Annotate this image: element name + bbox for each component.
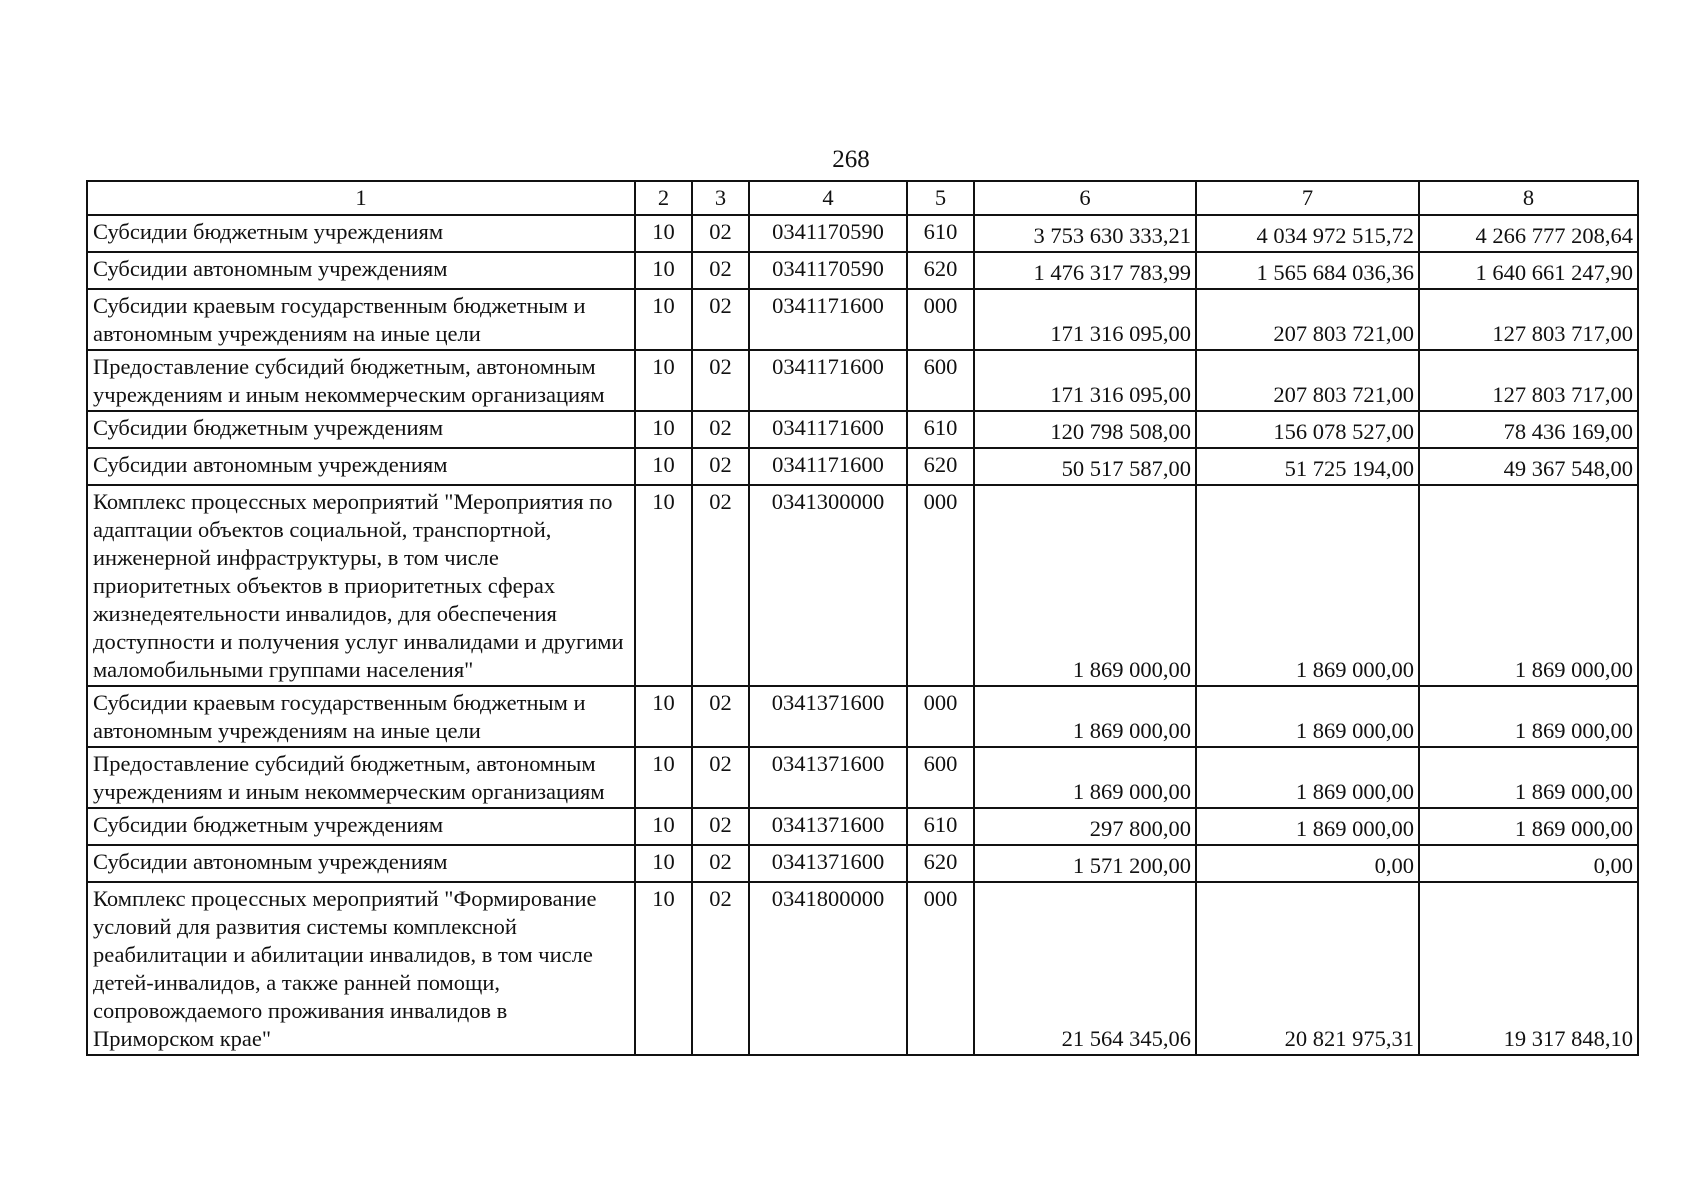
section-code-cell: 10: [635, 747, 692, 808]
amount-cell-7: 51 725 194,00: [1196, 448, 1419, 485]
column-header: 7: [1196, 181, 1419, 215]
target-article-cell: 0341171600: [749, 411, 907, 448]
amount-cell-6: 171 316 095,00: [974, 350, 1196, 411]
amount-cell-8: 1 869 000,00: [1419, 686, 1638, 747]
target-article-cell: 0341171600: [749, 448, 907, 485]
header-row: [87, 181, 1638, 215]
amount-cell-6: 1 476 317 783,99: [974, 252, 1196, 289]
subsection-code-cell: 02: [692, 882, 749, 1055]
expense-name-cell: Субсидии автономным учреждениям: [87, 252, 635, 289]
expense-name-cell: Субсидии автономным учреждениям: [87, 845, 635, 882]
table-row: [87, 747, 1638, 808]
expense-type-cell: 600: [907, 747, 974, 808]
amount-cell-7: 1 565 684 036,36: [1196, 252, 1419, 289]
target-article-cell: 0341371600: [749, 845, 907, 882]
expense-name-cell: Субсидии краевым государственным бюджетным и автономным учреждениям на иные цели: [87, 686, 635, 747]
amount-cell-6: 297 800,00: [974, 808, 1196, 845]
amount-cell-6: 1 571 200,00: [974, 845, 1196, 882]
amount-cell-6: 171 316 095,00: [974, 289, 1196, 350]
amount-cell-6: 3 753 630 333,21: [974, 215, 1196, 252]
amount-cell-6: 50 517 587,00: [974, 448, 1196, 485]
amount-cell-7: 207 803 721,00: [1196, 289, 1419, 350]
section-code-cell: 10: [635, 411, 692, 448]
target-article-cell: 0341371600: [749, 686, 907, 747]
expense-name-cell: Комплекс процессных мероприятий "Мероприятия по адаптации объектов социальной, транспортной, инженерной инфраструктуры, в том числе приоритетных объектов в приоритетных сферах жизнедеятельности инвалидов, для обеспечения доступности и получения услуг инвалидами и другими маломобильными группами населения": [87, 485, 635, 686]
amount-cell-7: 1 869 000,00: [1196, 686, 1419, 747]
subsection-code-cell: 02: [692, 808, 749, 845]
target-article-cell: 0341300000: [749, 485, 907, 686]
column-header: 5: [907, 181, 974, 215]
section-code-cell: 10: [635, 485, 692, 686]
section-code-cell: 10: [635, 808, 692, 845]
section-code-cell: 10: [635, 215, 692, 252]
column-header: 1: [87, 181, 635, 215]
expense-name-cell: Субсидии бюджетным учреждениям: [87, 808, 635, 845]
expense-name-cell: Субсидии автономным учреждениям: [87, 448, 635, 485]
target-article-cell: 0341171600: [749, 350, 907, 411]
table-row: [87, 215, 1638, 252]
subsection-code-cell: 02: [692, 215, 749, 252]
subsection-code-cell: 02: [692, 747, 749, 808]
expense-type-cell: 600: [907, 350, 974, 411]
expense-name-cell: Субсидии краевым государственным бюджетным и автономным учреждениям на иные цели: [87, 289, 635, 350]
expense-type-cell: 620: [907, 252, 974, 289]
table-row: [87, 845, 1638, 882]
section-code-cell: 10: [635, 686, 692, 747]
amount-cell-6: 21 564 345,06: [974, 882, 1196, 1055]
amount-cell-8: 19 317 848,10: [1419, 882, 1638, 1055]
section-code-cell: 10: [635, 882, 692, 1055]
column-header: 4: [749, 181, 907, 215]
amount-cell-7: 4 034 972 515,72: [1196, 215, 1419, 252]
table-row: [87, 350, 1638, 411]
amount-cell-6: 120 798 508,00: [974, 411, 1196, 448]
expense-type-cell: 610: [907, 215, 974, 252]
subsection-code-cell: 02: [692, 448, 749, 485]
expense-name-cell: Субсидии бюджетным учреждениям: [87, 215, 635, 252]
amount-cell-7: 156 078 527,00: [1196, 411, 1419, 448]
table-row: [87, 485, 1638, 686]
expense-name-cell: Предоставление субсидий бюджетным, автономным учреждениям и иным некоммерческим организациям: [87, 350, 635, 411]
expense-type-cell: 620: [907, 448, 974, 485]
amount-cell-8: 78 436 169,00: [1419, 411, 1638, 448]
amount-cell-8: 1 869 000,00: [1419, 485, 1638, 686]
subsection-code-cell: 02: [692, 350, 749, 411]
table-row: [87, 686, 1638, 747]
expense-type-cell: 610: [907, 808, 974, 845]
section-code-cell: 10: [635, 289, 692, 350]
subsection-code-cell: 02: [692, 252, 749, 289]
table-row: [87, 289, 1638, 350]
amount-cell-7: 20 821 975,31: [1196, 882, 1419, 1055]
amount-cell-7: 0,00: [1196, 845, 1419, 882]
table-row: [87, 882, 1638, 1055]
table-row: [87, 411, 1638, 448]
target-article-cell: 0341171600: [749, 289, 907, 350]
subsection-code-cell: 02: [692, 411, 749, 448]
amount-cell-6: 1 869 000,00: [974, 686, 1196, 747]
expense-type-cell: 620: [907, 845, 974, 882]
column-header: 2: [635, 181, 692, 215]
amount-cell-8: 49 367 548,00: [1419, 448, 1638, 485]
expense-name-cell: Субсидии бюджетным учреждениям: [87, 411, 635, 448]
amount-cell-8: 1 869 000,00: [1419, 747, 1638, 808]
expense-type-cell: 610: [907, 411, 974, 448]
subsection-code-cell: 02: [692, 686, 749, 747]
table-row: [87, 252, 1638, 289]
expense-type-cell: 000: [907, 289, 974, 350]
expense-type-cell: 000: [907, 686, 974, 747]
amount-cell-7: 1 869 000,00: [1196, 485, 1419, 686]
expense-type-cell: 000: [907, 882, 974, 1055]
target-article-cell: 0341800000: [749, 882, 907, 1055]
expense-name-cell: Комплекс процессных мероприятий "Формирование условий для развития системы комплексной реабилитации и абилитации инвалидов, в том числе детей-инвалидов, а также ранней помощи, сопровождаемого проживания инвалидов в Приморском крае": [87, 882, 635, 1055]
amount-cell-6: 1 869 000,00: [974, 747, 1196, 808]
amount-cell-7: 1 869 000,00: [1196, 808, 1419, 845]
amount-cell-7: 1 869 000,00: [1196, 747, 1419, 808]
budget-table: [86, 180, 1639, 1056]
amount-cell-8: 127 803 717,00: [1419, 289, 1638, 350]
page-number: 268: [832, 146, 870, 173]
target-article-cell: 0341170590: [749, 215, 907, 252]
amount-cell-7: 207 803 721,00: [1196, 350, 1419, 411]
column-header: 3: [692, 181, 749, 215]
expense-name-cell: Предоставление субсидий бюджетным, автономным учреждениям и иным некоммерческим организациям: [87, 747, 635, 808]
target-article-cell: 0341170590: [749, 252, 907, 289]
amount-cell-6: 1 869 000,00: [974, 485, 1196, 686]
amount-cell-8: 127 803 717,00: [1419, 350, 1638, 411]
section-code-cell: 10: [635, 350, 692, 411]
column-header: 6: [974, 181, 1196, 215]
amount-cell-8: 4 266 777 208,64: [1419, 215, 1638, 252]
section-code-cell: 10: [635, 252, 692, 289]
column-header: 8: [1419, 181, 1638, 215]
section-code-cell: 10: [635, 845, 692, 882]
section-code-cell: 10: [635, 448, 692, 485]
subsection-code-cell: 02: [692, 485, 749, 686]
subsection-code-cell: 02: [692, 845, 749, 882]
subsection-code-cell: 02: [692, 289, 749, 350]
amount-cell-8: 1 640 661 247,90: [1419, 252, 1638, 289]
table-row: [87, 448, 1638, 485]
amount-cell-8: 1 869 000,00: [1419, 808, 1638, 845]
expense-type-cell: 000: [907, 485, 974, 686]
amount-cell-8: 0,00: [1419, 845, 1638, 882]
table-row: [87, 808, 1638, 845]
target-article-cell: 0341371600: [749, 808, 907, 845]
target-article-cell: 0341371600: [749, 747, 907, 808]
